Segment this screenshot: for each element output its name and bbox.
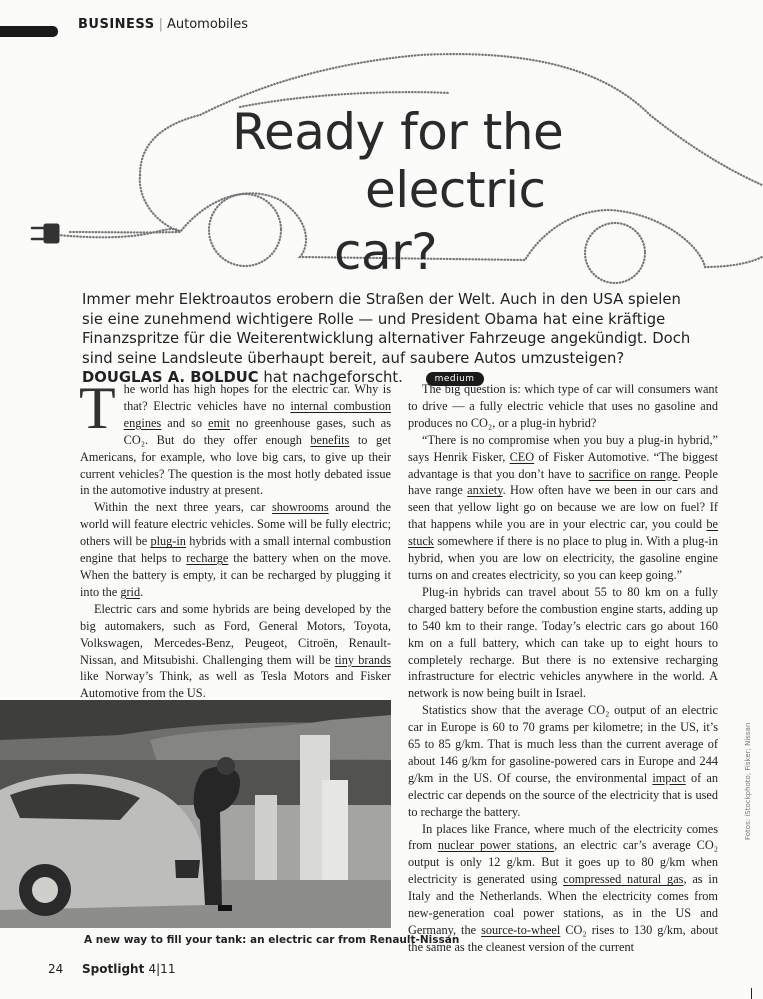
- paragraph: [408, 432, 718, 584]
- text-run: , an electric car’s average CO₂ output is only 12 g/km. But it goes up to 80 g/km when electricity is generated using: [408, 838, 718, 887]
- text-run: CO₂ rises to 130 g/km, about the same as the cleanest version of the current: [408, 923, 718, 954]
- text-run: .: [140, 584, 144, 599]
- text-run: around the world will feature electric vehicles. Some will be fully electric; others will be: [80, 500, 391, 549]
- glossary-term: CEO: [509, 449, 535, 464]
- glossary-term: showrooms: [271, 500, 329, 515]
- article-title-line-3: car?: [334, 223, 438, 281]
- glossary-term: recharge: [186, 551, 229, 566]
- text-run: he world has high hopes for the electric car. Why is that? Electric vehicles have no: [123, 382, 391, 413]
- text-run: of an electric car depends on the source of the electricity that is used to recharge the battery.: [408, 770, 718, 819]
- photo-electric-car-charging: [0, 700, 391, 928]
- text-run: like Norway’s Think, as well as Tesla Motors and Fisker Automotive from the US.: [80, 669, 391, 701]
- section-separator: |: [158, 17, 163, 32]
- magazine-title: Spotlight: [82, 962, 145, 976]
- glossary-term: emit: [208, 415, 230, 430]
- plug-icon: [32, 224, 59, 243]
- paragraph: [80, 601, 391, 702]
- article-column-right: [408, 381, 718, 956]
- glossary-term: compressed natural gas: [563, 872, 684, 887]
- glossary-term: be stuck: [408, 517, 718, 549]
- glossary-term: source-to-wheel: [481, 923, 561, 937]
- article-title-line-1: Ready for the: [232, 103, 564, 161]
- article-title-line-2: electric: [365, 161, 546, 219]
- car-front-outline: [140, 175, 180, 232]
- text-run: Statistics show that the average CO₂ output of an electric car in Europe is 60 to 70 grams per kilometre; in the US, it’s 65 to 85 g/km. That is much less than the current average of about 146 g/km for gasoline-powered cars in Europe and 244 g/km in the US. Of course, the environmental: [408, 703, 718, 785]
- glossary-term: anxiety: [467, 483, 503, 498]
- paragraph: [408, 702, 718, 820]
- section-topic: Automobiles: [166, 17, 249, 32]
- glossary-term: internal combustion engines: [123, 398, 391, 430]
- text-run: of Fisker Automotive. “The biggest advantage is that you don’t have to: [408, 449, 718, 481]
- paragraph: [408, 381, 718, 432]
- crop-mark: [751, 988, 752, 999]
- photo-credit: Fotos: iStockphoto; Fisker; Nissan: [744, 722, 752, 840]
- magazine-name: [82, 962, 175, 976]
- glossary-term: nuclear power stations: [437, 838, 555, 853]
- text-run: hybrids with a small internal combustion engine that helps to: [80, 534, 392, 566]
- rear-wheel: [585, 223, 645, 283]
- lead-text: Immer mehr Elektroautos erobern die Straßen der Welt. Auch in den USA spielen sie eine zunehmend wichtigere Rolle — und President Obama hat eine kräftige Finanzspritze für die Weiterentwicklung alternativer Fahrzeuge angekündigt. Doch sind seine Landsleute überhaupt bereit, auf saubere Autos umzusteigen?: [82, 291, 691, 367]
- text-run: Within the next three years, car: [94, 500, 266, 515]
- text-run: Electric cars and some hybrids are being developed by the big automakers, such as Ford, General Motors, Toyota, Volkswagen, Mercedes-Benz, Peugeot, Citroën, Renault-Nissan, and Mitsubishi. Challenging them will be: [80, 601, 391, 667]
- section-label: BUSINESS: [78, 17, 155, 32]
- level-badge: medium: [426, 372, 484, 386]
- text-run: . People have range: [408, 466, 718, 498]
- drop-cap: T: [79, 375, 116, 441]
- glossary-term: grid: [120, 584, 141, 599]
- lead-suffix: hat nachgeforscht.: [263, 369, 403, 386]
- glossary-term: plug-in: [150, 534, 186, 549]
- photo-caption: A new way to fill your tank: an electric car from Renault-Nissan: [84, 934, 460, 946]
- text-run: . How often have we been in our cars and seen that yellow light go on because we are low on fuel? If that happens while you are in your electric car, you could: [408, 483, 718, 532]
- text-run: and so: [167, 415, 203, 430]
- glossary-term: tiny brands: [334, 652, 392, 667]
- text-run: somewhere if there is no place to plug in. With a plug-in hybrid, when you are low on electricity, the gasoline engine turns on and creates electricity, so you can keep going.”: [408, 534, 718, 582]
- text-run: , as in Italy and the Netherlands. When the electricity comes from new-generation coal power stations, as in the US and Germany, the: [408, 872, 718, 937]
- lead-paragraph: [82, 290, 700, 388]
- paragraph: [80, 499, 391, 600]
- issue-number: 4|11: [148, 962, 176, 976]
- glossary-term: benefits: [310, 432, 350, 447]
- text-run: no greenhouse gases, such as CO₂. But do they offer enough: [123, 415, 392, 447]
- text-run: the battery when on the move. When the battery is empty, it can be recharged by plugging it into the: [80, 551, 392, 599]
- glossary-term: sacrifice on range: [588, 466, 678, 481]
- text-run: In places like France, where much of the electricity comes from: [408, 821, 718, 853]
- text-run: Plug-in hybrids can travel about 55 to 80 km on a fully charged battery before the combustion engine starts, adding up to 540 km to their range. Today’s electric cars go about 160 km on a full battery, which can take up to eight hours to completely recharge. But there is no extensive recharging infrastructure for electric vehicles anywhere in the world. A network is now being built in Israel.: [408, 584, 718, 701]
- section-header: [78, 16, 248, 34]
- text-run: “There is no compromise when you buy a plug-in hybrid,” says Henrik Fisker,: [408, 432, 718, 464]
- front-wheel: [209, 194, 281, 266]
- paragraph: [408, 584, 718, 702]
- page-number: 24: [48, 962, 64, 976]
- author-name: DOUGLAS A. BOLDUC: [82, 369, 259, 386]
- text-run: The big question is: which type of car will consumers want to drive — a fully electric vehicle that uses no gasoline and produces no CO₂, or a plug-in hybrid?: [408, 382, 718, 430]
- glossary-term: impact: [652, 770, 686, 785]
- text-run: to get Americans, for example, who love big cars, to give up their current vehicles? The question is the most hotly debated issue in the automotive industry at present.: [80, 432, 391, 498]
